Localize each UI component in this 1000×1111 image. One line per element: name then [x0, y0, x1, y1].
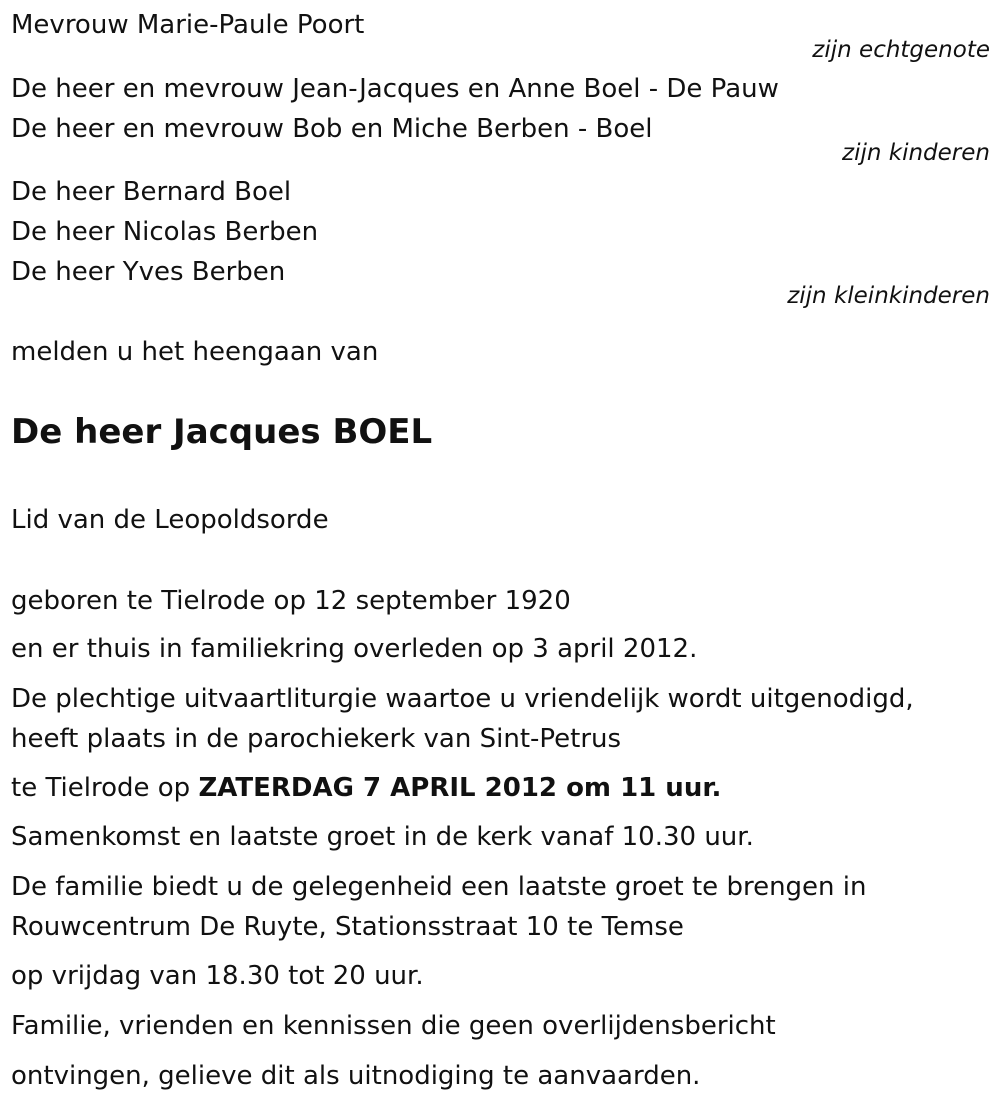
grandchild-name: De heer Yves Berben — [11, 257, 286, 287]
death-text: en er thuis in familiekring overleden op 3 april 2012. — [11, 634, 698, 664]
viewing-text: Rouwcentrum De Ruyte, Stationsstraat 10 te Temse — [11, 912, 684, 942]
child-name: De heer en mevrouw Bob en Miche Berben - Boel — [11, 114, 653, 144]
funeral-date-bold: ZATERDAG 7 APRIL 2012 om 11 uur. — [198, 773, 722, 803]
gathering-text: Samenkomst en laatste groet in de kerk vanaf 10.30 uur. — [11, 822, 754, 852]
distinction-text: Lid van de Leopoldsorde — [11, 505, 329, 535]
funeral-date-prefix: te Tielrode op — [11, 773, 199, 803]
birth-text: geboren te Tielrode op 12 september 1920 — [11, 586, 571, 616]
deceased-name: De heer Jacques BOEL — [11, 412, 433, 452]
grandchildren-role: zijn kleinkinderen — [787, 283, 990, 309]
liturgy-text: De plechtige uitvaartliturgie waartoe u vriendelijk wordt uitgenodigd, — [11, 684, 914, 714]
liturgy-text: heeft plaats in de parochiekerk van Sint-Petrus — [11, 724, 622, 754]
viewing-text: De familie biedt u de gelegenheid een laatste groet te brengen in — [11, 872, 867, 902]
grandchild-name: De heer Nicolas Berben — [11, 217, 319, 247]
notice-text: Familie, vrienden en kennissen die geen overlijdensbericht — [11, 1011, 776, 1041]
child-name: De heer en mevrouw Jean-Jacques en Anne Boel - De Pauw — [11, 74, 779, 104]
notice-text: ontvingen, gelieve dit als uitnodiging te aanvaarden. — [11, 1061, 701, 1091]
announcement-text: melden u het heengaan van — [11, 337, 379, 367]
children-role: zijn kinderen — [842, 140, 990, 166]
spouse-role: zijn echtgenote — [812, 37, 990, 63]
funeral-date — [11, 773, 721, 803]
grandchild-name: De heer Bernard Boel — [11, 177, 292, 207]
viewing-time: op vrijdag van 18.30 tot 20 uur. — [11, 961, 424, 991]
spouse-name: Mevrouw Marie-Paule Poort — [11, 10, 365, 40]
